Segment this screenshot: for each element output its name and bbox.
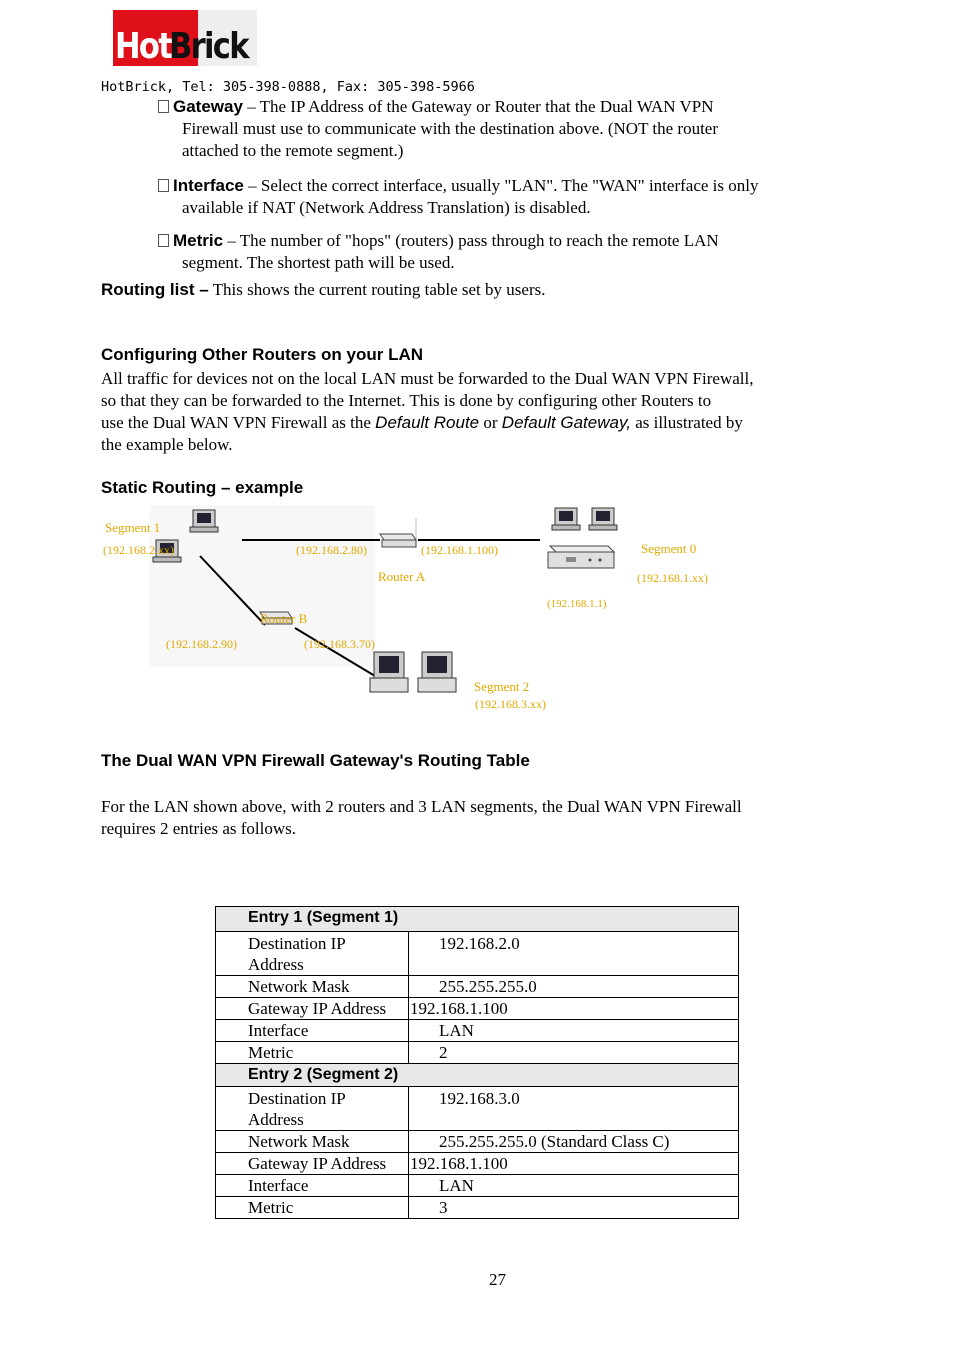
row-value: 192.168.1.100 xyxy=(409,1153,739,1175)
pc-segment0-icon xyxy=(552,508,580,530)
bullet-box-icon xyxy=(158,234,169,247)
bullet-text: – Select the correct interface, usually "LAN". The "WAN" interface is only xyxy=(243,176,759,195)
default-gateway-term: Default Gateway, xyxy=(501,413,631,432)
table-row xyxy=(216,998,739,1020)
routing-list-text: This shows the current routing table set by users. xyxy=(208,280,546,299)
bullet-text-cont: attached to the remote segment.) xyxy=(182,141,404,160)
default-route-term: Default Route xyxy=(375,413,480,432)
bullet-term: Gateway xyxy=(173,97,243,116)
firewall-ip: (192.168.1.1) xyxy=(547,598,607,610)
row-value: 255.255.255.0 xyxy=(409,976,739,998)
table-row xyxy=(216,1020,739,1042)
network-diagram xyxy=(100,500,750,720)
firewall-icon xyxy=(548,546,614,568)
row-label: Metric xyxy=(216,1042,409,1064)
bullet-text-cont: segment. The shortest path will be used. xyxy=(182,253,455,272)
entry2-header-row xyxy=(216,1064,739,1087)
segment1-ip: (192.168.2.xx) xyxy=(103,543,174,557)
config-line: All traffic for devices not on the local LAN must be forwarded to the Dual WAN VPN Firewall, xyxy=(101,369,754,388)
row-label: Network Mask xyxy=(216,976,409,998)
bullet-gateway xyxy=(158,96,858,162)
config-text: as illustrated by xyxy=(630,413,743,432)
table-row xyxy=(216,1197,739,1219)
row-label: Network Mask xyxy=(216,1131,409,1153)
config-paragraph xyxy=(101,368,861,456)
table-row xyxy=(216,1087,739,1131)
config-text: or xyxy=(479,413,502,432)
routerB-right-ip: (192.168.3.70) xyxy=(304,637,375,651)
bullet-text-cont: available if NAT (Network Address Translation) is disabled. xyxy=(182,198,591,217)
row-value: 192.168.2.0 xyxy=(409,932,739,976)
bullet-term: Metric xyxy=(173,231,224,250)
table-row xyxy=(216,976,739,998)
pc-segment0-icon xyxy=(589,508,617,530)
logo-brick-text: Brick xyxy=(169,26,248,67)
bullet-text-cont: Firewall must use to communicate with the destination above. (NOT the router xyxy=(182,119,719,138)
row-value: LAN xyxy=(409,1020,739,1042)
table-row xyxy=(216,1175,739,1197)
row-value: 192.168.3.0 xyxy=(409,1087,739,1131)
bullet-box-icon xyxy=(158,179,169,192)
intro-line: For the LAN shown above, with 2 routers and 3 LAN segments, the Dual WAN VPN Firewall xyxy=(101,797,742,816)
page-number: 27 xyxy=(489,1270,506,1289)
routing-table-intro xyxy=(101,796,861,840)
routerA-left-ip: (192.168.2.80) xyxy=(296,543,367,557)
row-value: LAN xyxy=(409,1175,739,1197)
row-label: Destination IP Address xyxy=(216,932,409,976)
row-value: 2 xyxy=(409,1042,739,1064)
bullet-term: Interface xyxy=(173,176,244,195)
contact-line: HotBrick, Tel: 305-398-0888, Fax: 305-398-5966 xyxy=(101,79,475,95)
entry1-title: Entry 1 (Segment 1) xyxy=(216,907,739,932)
pc-segment1-icon xyxy=(190,510,218,532)
entry1-header-row xyxy=(216,907,739,932)
diagram-lines xyxy=(100,500,750,720)
row-label: Gateway IP Address xyxy=(216,998,409,1020)
segment0-ip: (192.168.1.xx) xyxy=(637,571,708,585)
pc-segment2-icon xyxy=(418,652,456,692)
row-label: Interface xyxy=(216,1020,409,1042)
hotbrick-logo xyxy=(113,10,257,66)
row-label: Interface xyxy=(216,1175,409,1197)
intro-line: requires 2 entries as follows. xyxy=(101,819,296,838)
router-a-icon xyxy=(380,534,416,547)
config-text: use the Dual WAN VPN Firewall as the xyxy=(101,413,376,432)
routing-table-heading: The Dual WAN VPN Firewall Gateway's Routing Table xyxy=(101,751,530,770)
entry2-title: Entry 2 (Segment 2) xyxy=(216,1064,739,1087)
bullet-text: – The IP Address of the Gateway or Router that the Dual WAN VPN xyxy=(242,97,714,116)
row-label: Gateway IP Address xyxy=(216,1153,409,1175)
table-row xyxy=(216,1153,739,1175)
table-row xyxy=(216,1131,739,1153)
bullet-metric xyxy=(158,230,858,274)
table-row xyxy=(216,1042,739,1064)
static-routing-heading: Static Routing – example xyxy=(101,478,304,497)
row-value: 192.168.1.100 xyxy=(409,998,739,1020)
segment1-label: Segment 1 xyxy=(105,520,161,535)
segment2-ip: (192.168.3.xx) xyxy=(475,697,546,711)
segment0-label: Segment 0 xyxy=(641,541,697,556)
table-row xyxy=(216,932,739,976)
config-heading: Configuring Other Routers on your LAN xyxy=(101,345,424,364)
routerB-label: Router B xyxy=(260,611,308,626)
segment2-label: Segment 2 xyxy=(474,679,530,694)
logo-hot-text: Hot xyxy=(115,26,172,67)
row-label: Destination IP Address xyxy=(216,1087,409,1131)
bullet-text: – The number of "hops" (routers) pass through to reach the remote LAN xyxy=(223,231,719,250)
routing-table xyxy=(215,906,739,1219)
config-line: so that they can be forwarded to the Internet. This is done by configuring other Routers to xyxy=(101,391,712,410)
routerA-right-ip: (192.168.1.100) xyxy=(421,543,498,557)
pc-segment2-icon xyxy=(370,652,408,692)
bullet-interface xyxy=(158,175,878,219)
routing-list-term: Routing list – xyxy=(101,280,209,299)
config-line: the example below. xyxy=(101,435,233,454)
routing-list-line xyxy=(101,279,801,301)
row-value: 3 xyxy=(409,1197,739,1219)
bullet-box-icon xyxy=(158,100,169,113)
routerA-label: Router A xyxy=(378,569,426,584)
row-value: 255.255.255.0 (Standard Class C) xyxy=(409,1131,739,1153)
row-label: Metric xyxy=(216,1197,409,1219)
routerB-left-ip: (192.168.2.90) xyxy=(166,637,237,651)
config-line xyxy=(101,412,861,434)
